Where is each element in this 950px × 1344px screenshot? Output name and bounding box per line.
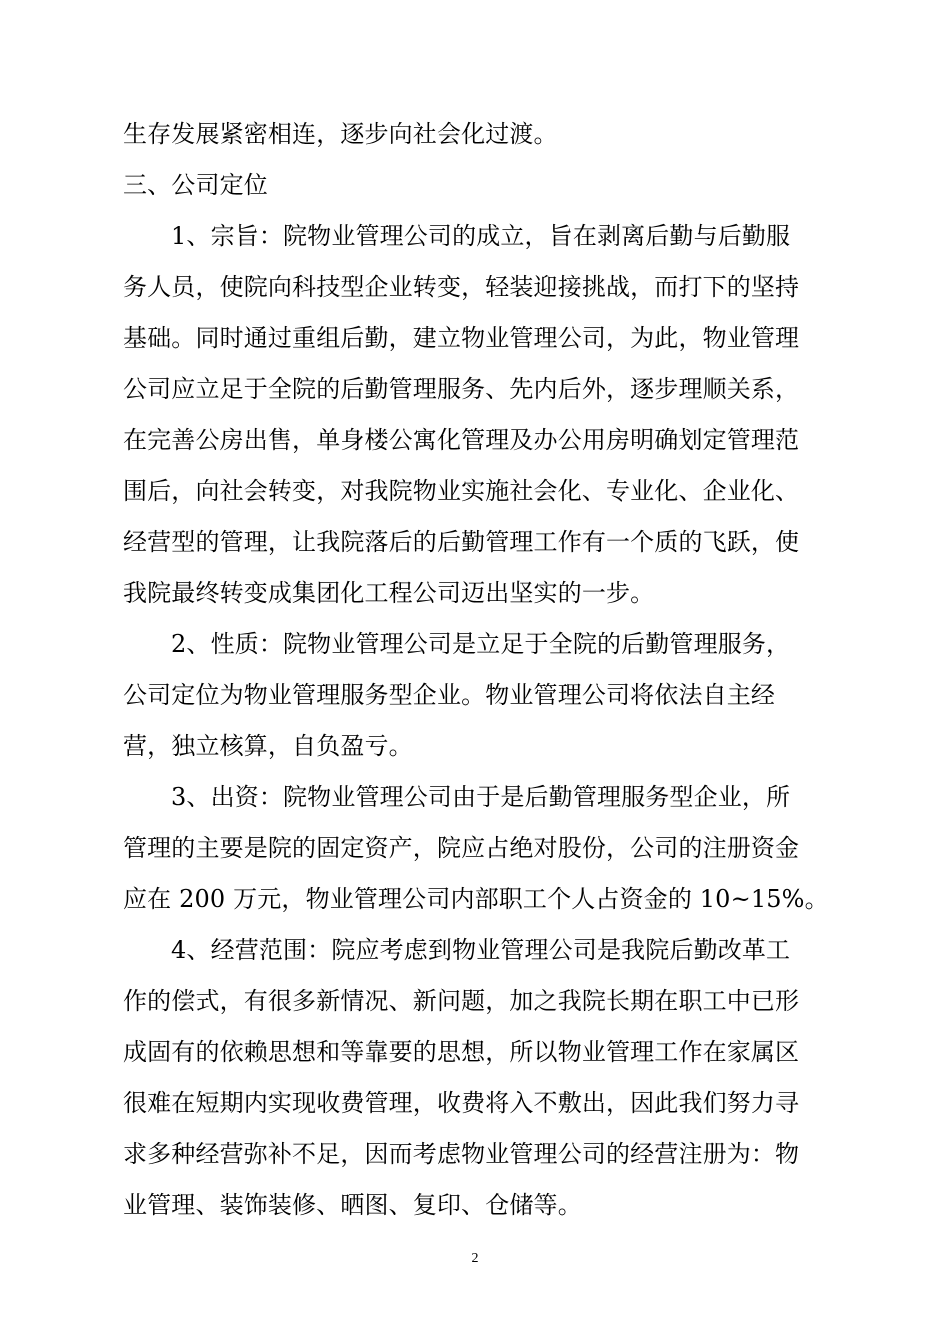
- text-line: 营，独立核算，自负盈亏。: [123, 732, 413, 760]
- text-line: 公司定位为物业管理服务型企业。物业管理公司将依法自主经: [123, 681, 776, 709]
- paragraph-first-line: 1、宗旨：院物业管理公司的成立，旨在剥离后勤与后勤服: [171, 222, 791, 250]
- paragraph-first-line: 2、性质：院物业管理公司是立足于全院的后勤管理服务，: [171, 630, 791, 658]
- section-heading: 三、公司定位: [123, 171, 268, 199]
- text-line: 作的偿式，有很多新情况、新问题，加之我院长期在职工中已形: [123, 987, 800, 1015]
- text-line: 围后，向社会转变，对我院物业实施社会化、专业化、企业化、: [123, 477, 800, 505]
- page-number: 2: [471, 1251, 479, 1266]
- text-line: 务人员，使院向科技型企业转变，轻装迎接挑战，而打下的坚持: [123, 273, 800, 301]
- paragraph-first-line: 3、出资：院物业管理公司由于是后勤管理服务型企业，所: [171, 783, 791, 811]
- text-line: 生存发展紧密相连，逐步向社会化过渡。: [123, 120, 558, 148]
- text-line: 求多种经营弥补不足，因而考虑物业管理公司的经营注册为：物: [123, 1140, 800, 1168]
- body-text: [123, 109, 833, 1231]
- text-line: 经营型的管理，让我院落后的后勤管理工作有一个质的飞跃，使: [123, 528, 800, 556]
- text-line: 基础。同时通过重组后勤，建立物业管理公司，为此，物业管理: [123, 324, 800, 352]
- text-line: 在完善公房出售，单身楼公寓化管理及办公用房明确划定管理范: [123, 426, 800, 454]
- text-line: 我院最终转变成集团化工程公司迈出坚实的一步。: [123, 579, 655, 607]
- text-line: 很难在短期内实现收费管理，收费将入不敷出，因此我们努力寻: [123, 1089, 800, 1117]
- text-line: 应在 200 万元，物业管理公司内部职工个人占资金的 10~15%。: [123, 885, 829, 913]
- text-line: 公司应立足于全院的后勤管理服务、先内后外，逐步理顺关系，: [123, 375, 800, 403]
- paragraph-first-line: 4、经营范围：院应考虑到物业管理公司是我院后勤改革工: [171, 936, 791, 964]
- text-line: 管理的主要是院的固定资产，院应占绝对股份，公司的注册资金: [123, 834, 800, 862]
- text-line: 成固有的依赖思想和等靠要的思想，所以物业管理工作在家属区: [123, 1038, 800, 1066]
- text-line: 业管理、装饰装修、晒图、复印、仓储等。: [123, 1191, 582, 1219]
